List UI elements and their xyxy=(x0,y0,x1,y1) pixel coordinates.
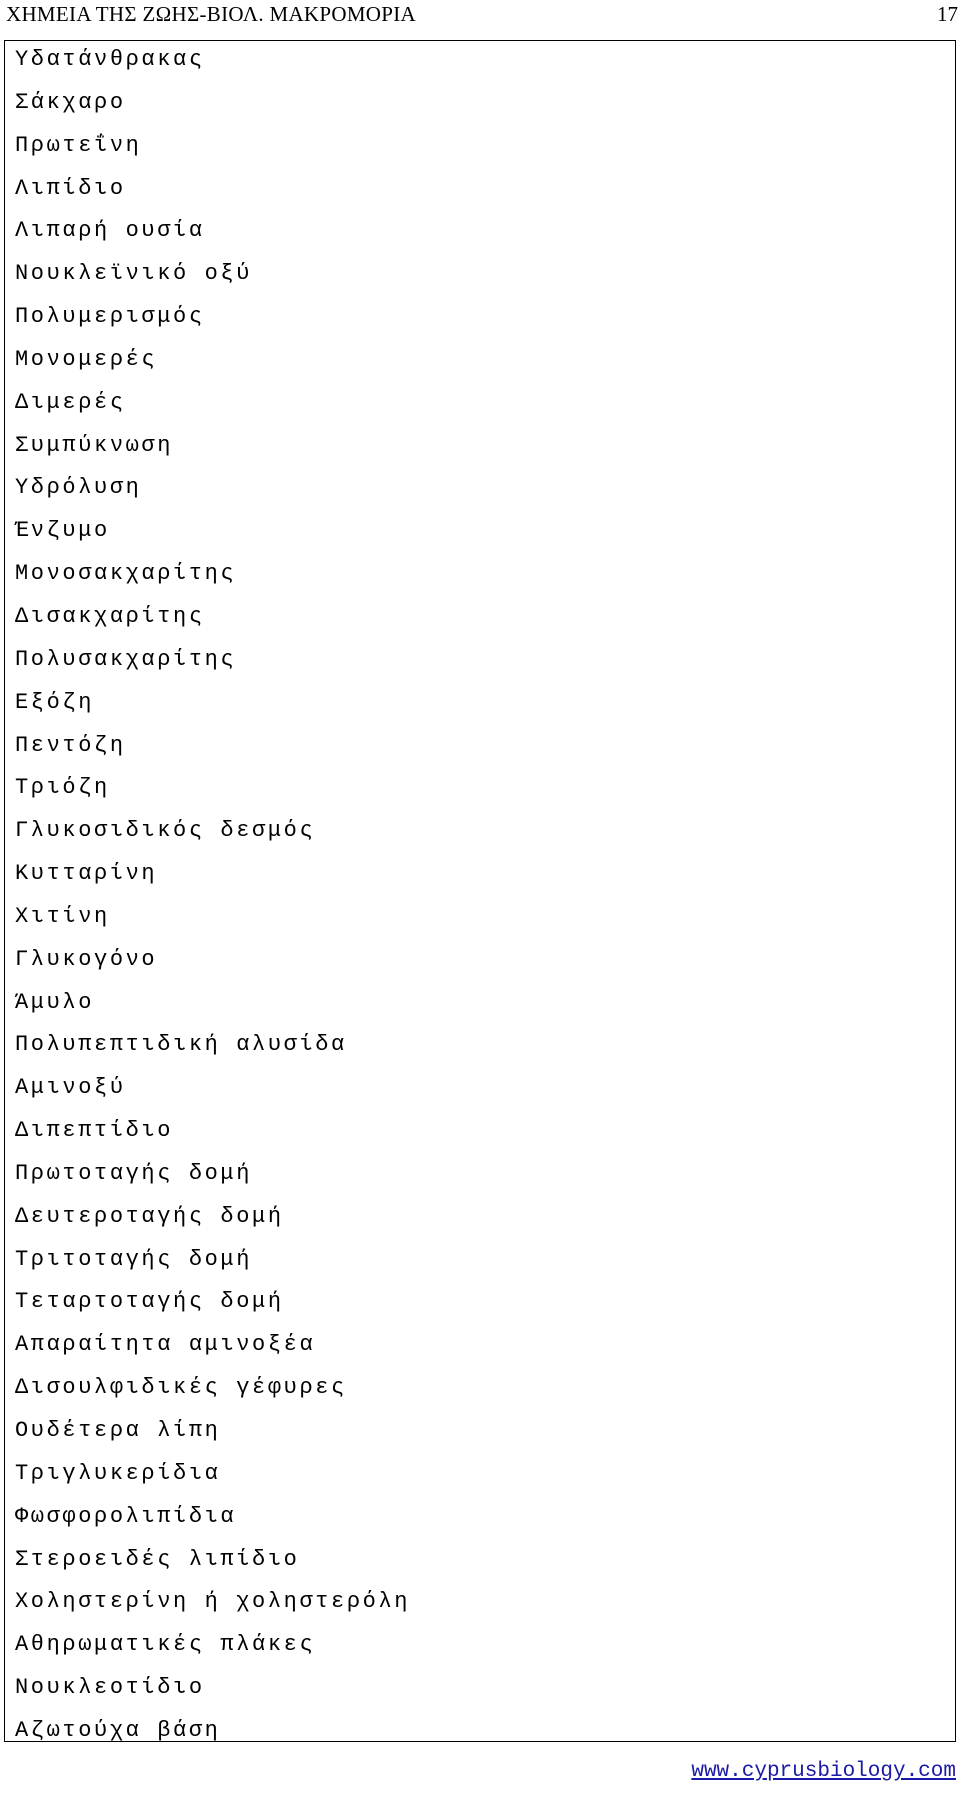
term-item: Τεταρτοταγής δομή xyxy=(15,1289,284,1315)
page-footer xyxy=(691,1758,956,1786)
term-item: Αθηρωματικές πλάκες xyxy=(15,1632,316,1658)
term-item: Πολυμερισμός xyxy=(15,304,205,330)
term-item: Πολυπεπτιδική αλυσίδα xyxy=(15,1032,347,1058)
term-item: Στεροειδές λιπίδιο xyxy=(15,1546,300,1572)
term-item: Συμπύκνωση xyxy=(15,432,174,458)
term-item: Πρωτοταγής δομή xyxy=(15,1160,253,1186)
term-item: Ένζυμο xyxy=(15,518,110,544)
document-title: ΧΗΜΕΙΑ ΤΗΣ ΖΩΗΣ-ΒΙΟΛ. ΜΑΚΡΟΜΟΡΙΑ xyxy=(6,2,416,26)
term-item: Πεντόζη xyxy=(15,732,126,758)
term-item: Χοληστερίνη ή χοληστερόλη xyxy=(15,1589,411,1615)
website-link[interactable]: www.cyprusbiology.com xyxy=(691,1760,956,1783)
term-item: Υδατάνθρακας xyxy=(15,47,205,72)
term-item: Πολυσακχαρίτης xyxy=(15,646,237,672)
term-item: Αζωτούχα βάση xyxy=(15,1717,221,1743)
terms-box xyxy=(4,40,956,1742)
term-item: Τριτοταγής δομή xyxy=(15,1246,253,1272)
term-item: Δισακχαρίτης xyxy=(15,603,205,629)
term-item: Δισουλφιδικές γέφυρες xyxy=(15,1375,347,1401)
term-item: Υδρόλυση xyxy=(15,475,142,501)
terms-list xyxy=(15,42,410,1756)
term-item: Απαραίτητα αμινοξέα xyxy=(15,1332,316,1358)
term-item: Νουκλεϊνικό οξύ xyxy=(15,261,253,287)
term-item: Τριόζη xyxy=(15,775,110,801)
page-number: 17 xyxy=(937,2,958,26)
term-item: Φωσφορολιπίδια xyxy=(15,1503,237,1529)
term-item: Αμινοξύ xyxy=(15,1075,126,1101)
term-item: Ουδέτερα λίπη xyxy=(15,1418,221,1443)
term-item: Εξόζη xyxy=(15,689,95,715)
term-item: Διμερές xyxy=(15,389,126,415)
term-item: Άμυλο xyxy=(15,989,95,1015)
term-item: Χιτίνη xyxy=(15,903,110,929)
term-item: Λιπίδιο xyxy=(15,175,126,201)
term-item: Τριγλυκερίδια xyxy=(15,1460,221,1486)
page-header xyxy=(6,0,958,28)
term-item: Γλυκοσιδικός δεσμός xyxy=(15,818,316,844)
term-item: Λιπαρή ουσία xyxy=(15,218,205,244)
term-item: Μονοσακχαρίτης xyxy=(15,561,237,587)
term-item: Σάκχαρο xyxy=(15,89,126,115)
term-item: Κυτταρίνη xyxy=(15,861,158,887)
term-item: Γλυκογόνο xyxy=(15,946,158,972)
term-item: Δευτεροταγής δομή xyxy=(15,1203,284,1229)
term-item: Διπεπτίδιο xyxy=(15,1118,174,1144)
term-item: Νουκλεοτίδιο xyxy=(15,1675,205,1701)
term-item: Πρωτεΐνη xyxy=(15,132,142,158)
term-item: Μονομερές xyxy=(15,346,158,372)
